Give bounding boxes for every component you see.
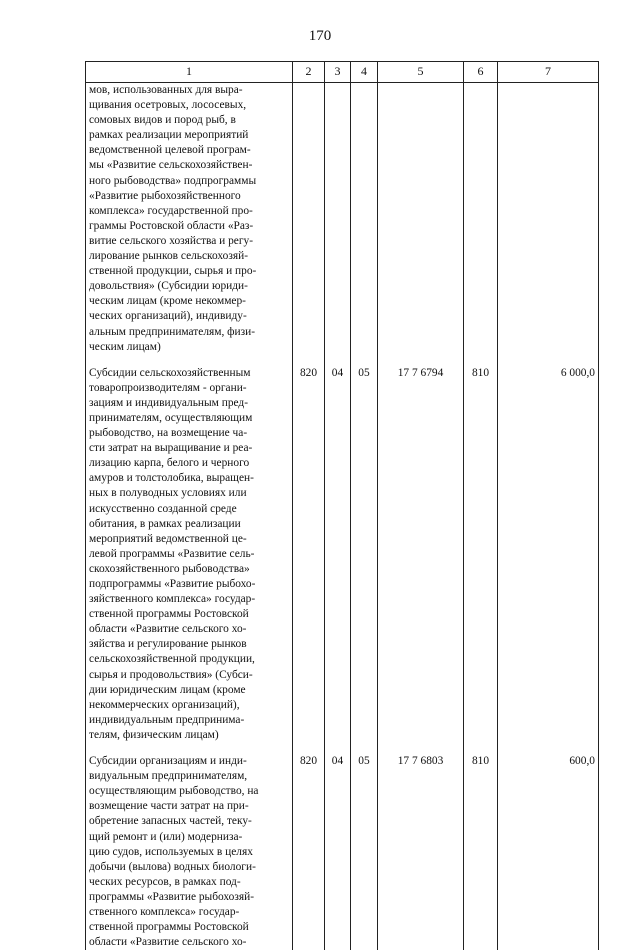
row-expense-type: 810: [464, 743, 498, 950]
table-row: [86, 743, 599, 950]
column-header-4: 4: [351, 62, 378, 83]
row-expense-type: 810: [464, 355, 498, 743]
row-target-article: 17 7 6803: [378, 743, 464, 950]
row-expense-type: [464, 83, 498, 355]
row-description: Субсидии организациям и инди- видуальным предпринимателям, осуществляющим рыбоводство, на возмещение части затрат на при- обретение запасных частей, теку- щий ремонт и (или) модерниза- цию судов, используемых в целях добычи (вылова) водных биологи- ческих ресурсов, в рамках под- программы «Развитие рыбохозяй- ственного комплекса» государ- ственной программы Ростовской области «Развитие сельского хо-: [86, 743, 293, 950]
column-header-5: 5: [378, 62, 464, 83]
row-target-article: [378, 83, 464, 355]
column-header-2: 2: [293, 62, 325, 83]
table-row: [86, 83, 599, 355]
row-description: мов, использованных для выра- щивания осетровых, лососевых, сомовых видов и пород рыб, в рамках реализации мероприятий ведомственной целевой програм- мы «Развитие сельскохозяйствен- ного рыбоводства» подпрограммы «Развитие рыбохозяйственного комплекса» государственной про- граммы Ростовской области «Раз- витие сельского хозяйства и регу- лирование рынков сельскохозяй- ственной продукции, сырья и про- довольствия» (Субсидии юриди- ческим лицам (кроме некоммер- ческих организаций), индивиду- альным предпринимателям, физи- ческим лицам): [86, 83, 293, 355]
row-ministry-code: 820: [293, 355, 325, 743]
row-amount: 600,0: [498, 743, 599, 950]
column-header-6: 6: [464, 62, 498, 83]
row-amount: 6 000,0: [498, 355, 599, 743]
row-subsection-code: 05: [351, 355, 378, 743]
row-section-code: 04: [325, 743, 351, 950]
table-header-row: [86, 62, 599, 83]
row-subsection-code: [351, 83, 378, 355]
row-section-code: [325, 83, 351, 355]
column-header-1: 1: [86, 62, 293, 83]
page-number: 170: [308, 28, 332, 44]
column-header-3: 3: [325, 62, 351, 83]
row-ministry-code: 820: [293, 743, 325, 950]
row-description: Субсидии сельскохозяйственным товаропроизводителям - органи- зациям и индивидуальным пред- принимателям, осуществляющим рыбоводство, на возмещение ча- сти затрат на выращивание и реа- лизацию карпа, белого и черного амуров и толстолобика, выращен- ных в полуводных условиях или искусственно созданной среде обитания, в рамках реализации мероприятий ведомственной це- левой программы «Развитие сель- скохозяйственного рыбоводства» подпрограммы «Развитие рыбохо- зяйственного комплекса» государ- ственной программы Ростовской области «Развитие сельского хо- зяйства и регулирование рынков сельскохозяйственной продукции, сырья и продовольствия» (Субси- дии юридическим лицам (кроме некоммерческих организаций), индивидуальным предпринима- телям, физическим лицам): [86, 355, 293, 743]
row-ministry-code: [293, 83, 325, 355]
row-target-article: 17 7 6794: [378, 355, 464, 743]
table-row: [86, 355, 599, 743]
budget-table: [85, 61, 599, 950]
row-amount: [498, 83, 599, 355]
row-subsection-code: 05: [351, 743, 378, 950]
row-section-code: 04: [325, 355, 351, 743]
column-header-7: 7: [498, 62, 599, 83]
